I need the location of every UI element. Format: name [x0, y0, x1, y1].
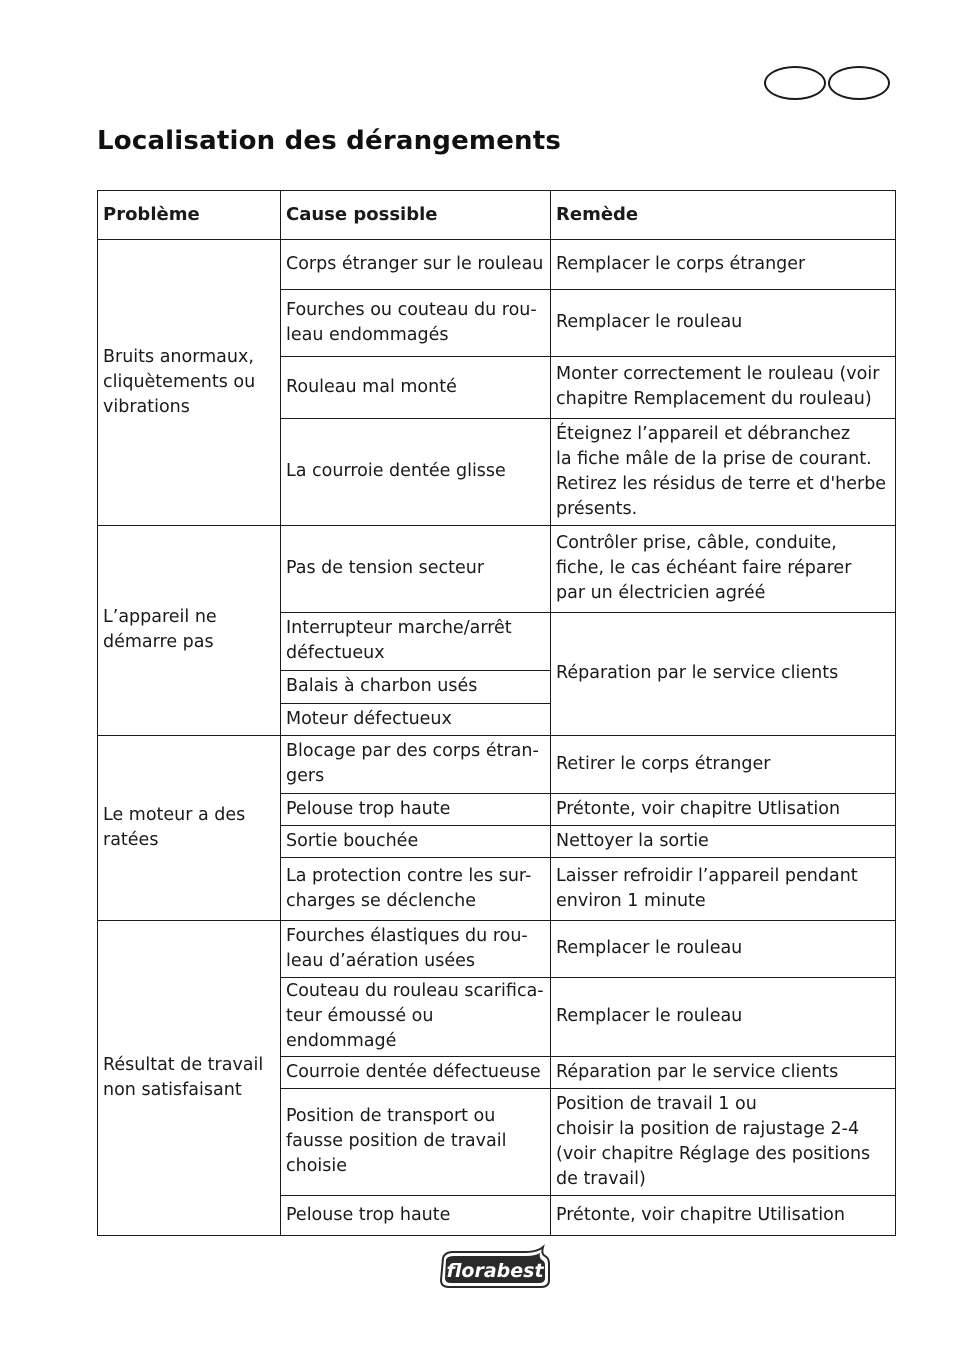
table-row — [98, 736, 896, 794]
remedy-cell: Remplacer le rouleau — [551, 921, 896, 978]
remedy-cell: Remplacer le rouleau — [551, 290, 896, 357]
cause-cell: Balais à charbon usés — [281, 671, 551, 704]
remedy-cell: Position de travail 1 ou choisir la position de rajustage 2-4 (voir chapitre Réglage des positions de travail) — [551, 1089, 896, 1196]
cause-cell: Pas de tension secteur — [281, 526, 551, 613]
problem-cell: L’appareil ne démarre pas — [98, 526, 281, 736]
cause-cell: Fourches ou couteau du rou- leau endommagés — [281, 290, 551, 357]
remedy-cell: Réparation par le service clients — [551, 1057, 896, 1089]
remedy-cell: Contrôler prise, câble, conduite, fiche, le cas échéant faire réparer par un électricien agréé — [551, 526, 896, 613]
page-title: Localisation des dérangements — [97, 126, 562, 156]
remedy-cell: Éteignez l’appareil et débranchez la fiche mâle de la prise de courant. Retirez les résidus de terre et d'herbe présents. — [551, 419, 896, 526]
table-row — [98, 526, 896, 613]
column-header-remedy: Remède — [551, 191, 896, 240]
table-header-row — [98, 191, 896, 240]
troubleshooting-table — [97, 190, 896, 1236]
table-row — [98, 921, 896, 978]
logo-text: florabest — [446, 1260, 544, 1282]
problem-cell: Résultat de travail non satisfaisant — [98, 921, 281, 1236]
language-badge — [764, 66, 890, 100]
cause-cell: Couteau du rouleau scarifica- teur émoussé ou endommagé — [281, 978, 551, 1057]
table-row — [98, 240, 896, 290]
cause-cell: Fourches élastiques du rou- leau d’aération usées — [281, 921, 551, 978]
remedy-cell: Nettoyer la sortie — [551, 826, 896, 858]
remedy-cell: Remplacer le rouleau — [551, 978, 896, 1057]
cause-cell: Pelouse trop haute — [281, 1196, 551, 1236]
cause-cell: Sortie bouchée — [281, 826, 551, 858]
cause-cell: La courroie dentée glisse — [281, 419, 551, 526]
problem-cell: Bruits anormaux, cliquètements ou vibrations — [98, 240, 281, 526]
cause-cell: Courroie dentée défectueuse — [281, 1057, 551, 1089]
column-header-problem: Problème — [98, 191, 281, 240]
remedy-cell: Réparation par le service clients — [551, 613, 896, 736]
cause-cell: Position de transport ou fausse position de travail choisie — [281, 1089, 551, 1196]
remedy-cell: Prétonte, voir chapitre Utlisation — [551, 794, 896, 826]
remedy-cell: Remplacer le corps étranger — [551, 240, 896, 290]
florabest-logo — [437, 1244, 553, 1290]
problem-cell: Le moteur a des ratées — [98, 736, 281, 921]
remedy-cell: Prétonte, voir chapitre Utilisation — [551, 1196, 896, 1236]
cause-cell: Rouleau mal monté — [281, 357, 551, 419]
cause-cell: Pelouse trop haute — [281, 794, 551, 826]
cause-cell: Moteur défectueux — [281, 704, 551, 736]
remedy-cell: Retirer le corps étranger — [551, 736, 896, 794]
cause-cell: Interrupteur marche/arrêt défectueux — [281, 613, 551, 671]
language-oval-right — [828, 66, 890, 100]
cause-cell: La protection contre les sur- charges se déclenche — [281, 858, 551, 921]
remedy-cell: Monter correctement le rouleau (voir chapitre Remplacement du rouleau) — [551, 357, 896, 419]
remedy-cell: Laisser refroidir l’appareil pendant environ 1 minute — [551, 858, 896, 921]
cause-cell: Blocage par des corps étran- gers — [281, 736, 551, 794]
column-header-cause: Cause possible — [281, 191, 551, 240]
cause-cell: Corps étranger sur le rouleau — [281, 240, 551, 290]
language-oval-left — [764, 66, 826, 100]
